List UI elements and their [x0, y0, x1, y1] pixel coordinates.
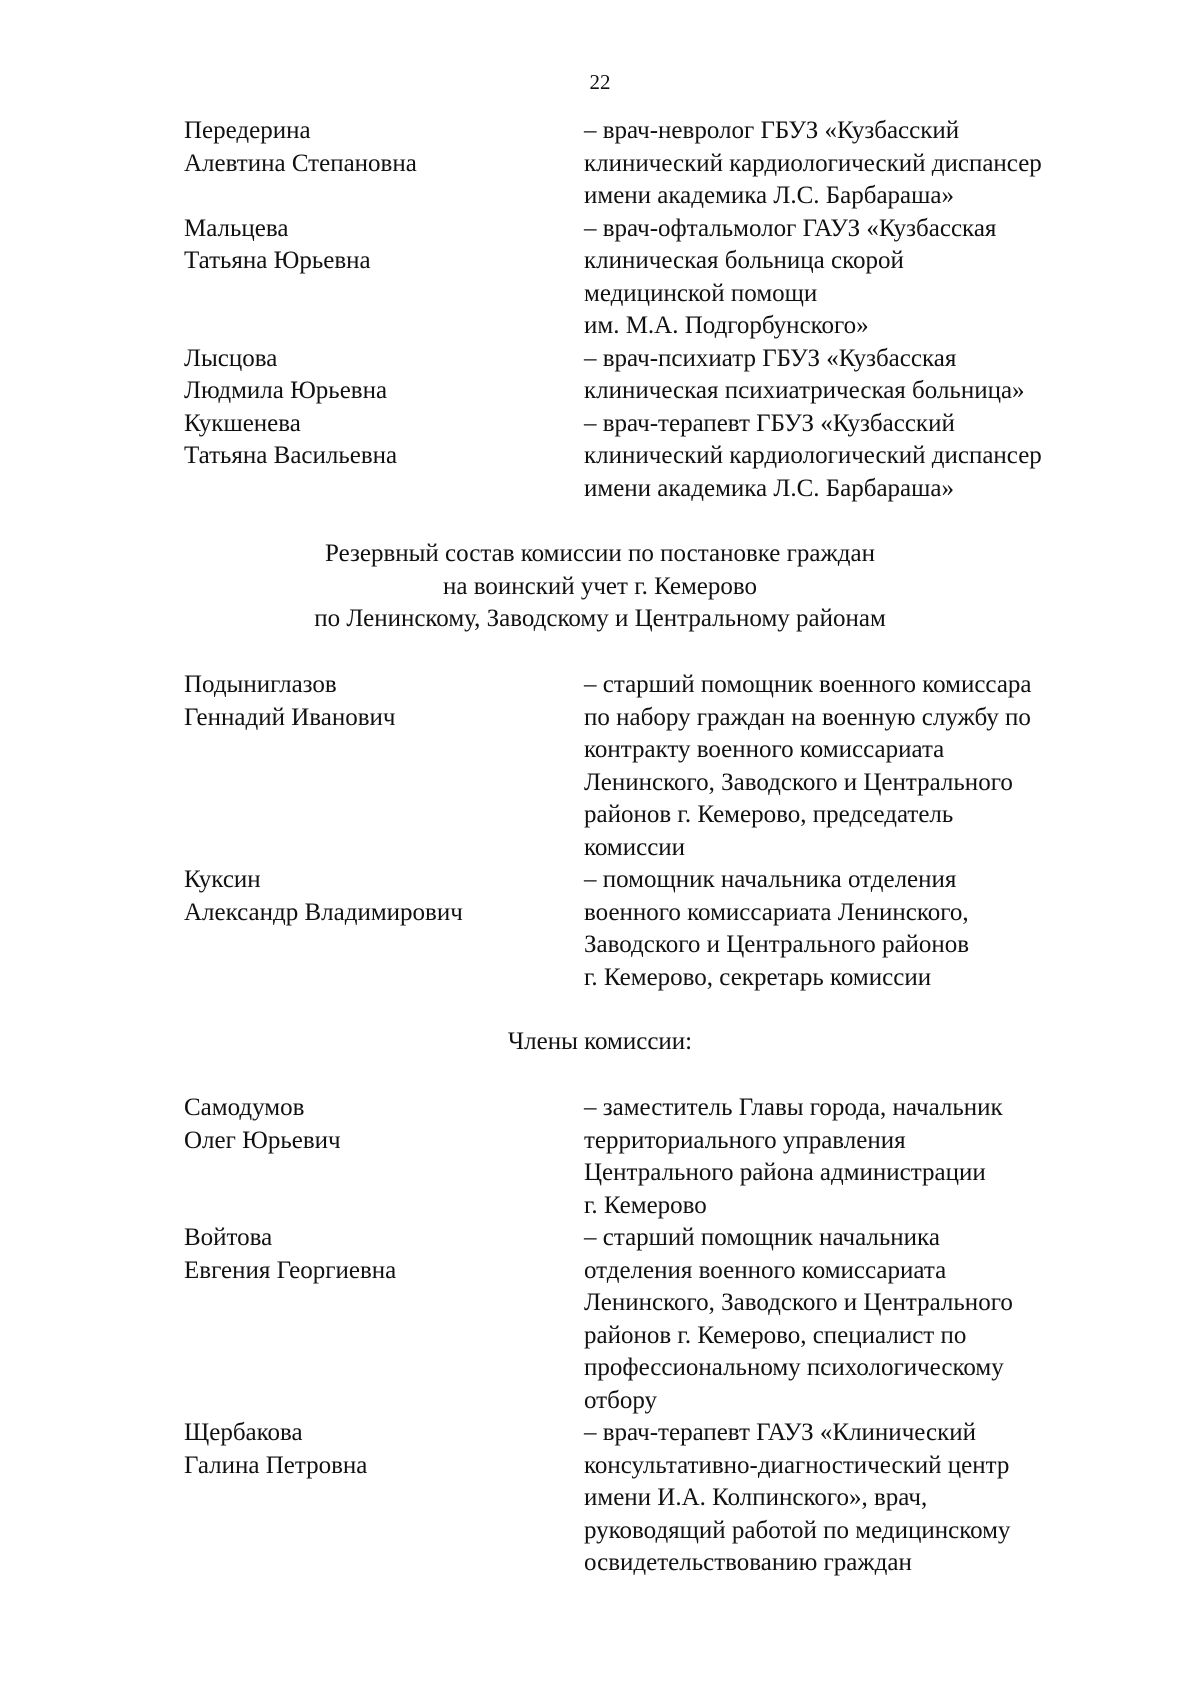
member-given-name: Александр Владимирович — [184, 898, 463, 926]
member-surname: Войтова — [184, 1224, 273, 1251]
role-line: районов г. Кемерово, специалист по — [584, 1321, 967, 1349]
role-line: клинический кардиологический диспансер — [584, 442, 1042, 469]
member-given-name: Татьяна Васильевна — [184, 442, 398, 469]
reserve-commission-heading — [0, 538, 1200, 636]
heading-line: по Ленинскому, Заводскому и Центральному районам — [314, 605, 886, 632]
role-line: – старший помощник начальника — [584, 1224, 940, 1251]
heading-line: Члены комиссии: — [507, 1028, 693, 1055]
member-role — [584, 1417, 1124, 1580]
member-given-name: Алевтина Степановна — [184, 149, 417, 177]
page-number: 22 — [589, 70, 611, 94]
member-role — [584, 408, 1124, 506]
member-surname: Щербакова — [184, 1419, 303, 1446]
member-role — [584, 669, 1124, 864]
role-line: контракту военного комиссариата — [584, 736, 945, 763]
heading-line: Резервный состав комиссии по постановке граждан — [325, 540, 875, 567]
role-line: имени И.А. Колпинского», врач, — [584, 1484, 928, 1511]
role-line: – врач-психиатр ГБУЗ «Кузбасская — [584, 344, 957, 372]
role-line: – помощник начальника отделения — [584, 866, 957, 893]
role-line: имени академика Л.С. Барбараша» — [584, 182, 954, 209]
role-line: отбору — [584, 1386, 657, 1414]
reserve-members-list — [0, 1092, 1200, 1580]
member-name — [184, 343, 584, 408]
member-surname: Мальцева — [184, 214, 289, 242]
role-line: консультативно-диагностический центр — [584, 1451, 1010, 1479]
member-given-name: Татьяна Юрьевна — [184, 247, 371, 274]
member-name — [184, 213, 584, 278]
role-line: военного комиссариата Ленинского, — [584, 898, 969, 926]
heading-line: на воинский учет г. Кемерово — [442, 572, 757, 600]
member-entry — [0, 408, 1200, 506]
member-name — [184, 1222, 584, 1287]
member-surname: Подыниглазов — [184, 671, 337, 698]
member-name — [184, 1417, 584, 1482]
member-entry — [0, 115, 1200, 213]
role-line: территориального управления — [584, 1126, 906, 1154]
role-line: г. Кемерово — [584, 1191, 707, 1219]
role-line: клиническая психиатрическая больница» — [584, 377, 1025, 404]
role-line: медицинской помощи — [584, 279, 818, 307]
reserve-leadership-list — [0, 669, 1200, 994]
role-line: Ленинского, Заводского и Центрального — [584, 768, 1013, 796]
role-line: им. М.А. Подгорбунского» — [584, 312, 869, 339]
commission-members-list — [0, 115, 1200, 505]
role-line: – врач-офтальмолог ГАУЗ «Кузбасская — [584, 214, 997, 242]
member-role — [584, 1222, 1124, 1417]
members-heading — [0, 1026, 1200, 1059]
member-surname: Передерина — [184, 117, 311, 144]
member-entry — [0, 1222, 1200, 1417]
member-entry — [0, 1417, 1200, 1580]
member-given-name: Олег Юрьевич — [184, 1126, 341, 1154]
member-entry — [0, 213, 1200, 343]
member-surname: Кукшенева — [184, 409, 301, 437]
member-entry — [0, 864, 1200, 994]
member-surname: Куксин — [184, 866, 261, 893]
role-line: Заводского и Центрального районов — [584, 931, 970, 958]
role-line: по набору граждан на военную службу по — [584, 703, 1031, 731]
role-line: отделения военного комиссариата — [584, 1256, 947, 1284]
role-line: г. Кемерово, секретарь комиссии — [584, 963, 932, 991]
role-line: Ленинского, Заводского и Центрального — [584, 1289, 1013, 1316]
role-line: имени академика Л.С. Барбараша» — [584, 474, 954, 502]
member-name — [184, 1092, 584, 1157]
role-line: клиническая больница скорой — [584, 247, 904, 274]
role-line: руководящий работой по медицинскому — [584, 1516, 1011, 1544]
member-role — [584, 1092, 1124, 1222]
member-entry — [0, 669, 1200, 864]
member-role — [584, 115, 1124, 213]
role-line: освидетельствованию граждан — [584, 1549, 912, 1576]
member-surname: Самодумов — [184, 1094, 305, 1121]
role-line: – врач-невролог ГБУЗ «Кузбасский — [584, 117, 960, 144]
role-line: Центрального района администрации — [584, 1159, 986, 1186]
member-name — [184, 669, 584, 734]
member-given-name: Людмила Юрьевна — [184, 377, 388, 404]
member-role — [584, 343, 1124, 408]
member-name — [184, 115, 584, 180]
member-name — [184, 864, 584, 929]
role-line: – врач-терапевт ГАУЗ «Клинический — [584, 1419, 976, 1446]
role-line: – заместитель Главы города, начальник — [584, 1094, 1003, 1121]
role-line: – врач-терапевт ГБУЗ «Кузбасский — [584, 409, 955, 437]
member-given-name: Геннадий Иванович — [184, 703, 396, 731]
role-line: – старший помощник военного комиссара — [584, 671, 1032, 698]
role-line: районов г. Кемерово, председатель — [584, 801, 954, 828]
member-name — [184, 408, 584, 473]
role-line: профессиональному психологическому — [584, 1354, 1004, 1381]
role-line: клинический кардиологический диспансер — [584, 149, 1042, 177]
member-role — [584, 864, 1124, 994]
member-given-name: Галина Петровна — [184, 1451, 368, 1479]
member-entry — [0, 343, 1200, 408]
member-entry — [0, 1092, 1200, 1222]
member-given-name: Евгения Георгиевна — [184, 1256, 397, 1284]
role-line: комиссии — [584, 833, 686, 861]
member-surname: Лысцова — [184, 344, 278, 372]
member-role — [584, 213, 1124, 343]
